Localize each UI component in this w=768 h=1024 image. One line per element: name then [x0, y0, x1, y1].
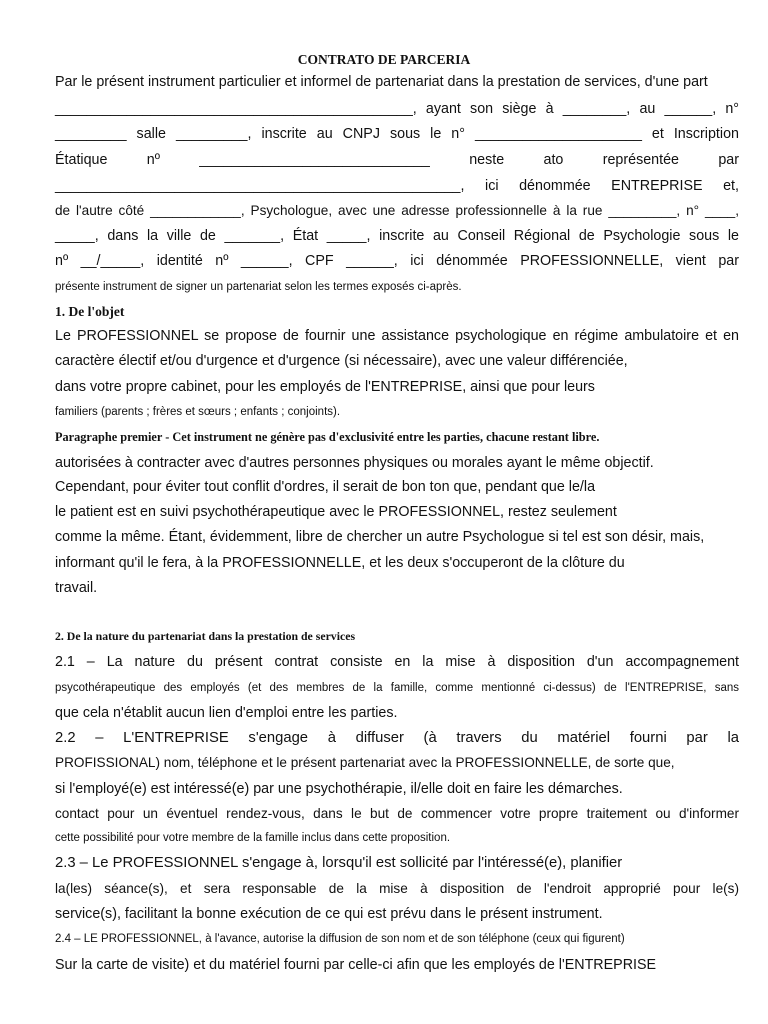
- text-line: _____, dans la ville de _______, État _____, inscrite au Conseil Régional de Psychologie sous le: [55, 228, 739, 244]
- text-line: 2.4 – LE PROFESSIONNEL, à l'avance, autorise la diffusion de son nom et de son téléphone (ceux qui figurent): [55, 933, 625, 945]
- text-line: 2.2 – L'ENTREPRISE s'engage à diffuser (à travers du matériel fourni par la: [55, 730, 739, 746]
- text-line: autorisées à contracter avec d'autres personnes physiques ou morales ayant le même objectif.: [55, 455, 654, 471]
- text-line: si l'employé(e) est intéressé(e) par une psychothérapie, il/elle doit en faire les démarches.: [55, 781, 623, 797]
- text-line: familiers (parents ; frères et sœurs ; enfants ; conjoints).: [55, 406, 341, 418]
- text-line: Par le présent instrument particulier et informel de partenariat dans la prestation de services, d'une part: [55, 74, 708, 90]
- text-line: que cela n'établit aucun lien d'emploi entre les parties.: [55, 705, 398, 721]
- text-line: Étatique nº _____________________________ neste ato représentée par: [55, 152, 739, 168]
- text-line: le patient est en suivi psychothérapeutique avec le PROFESSIONNEL, restez seulement: [55, 504, 617, 520]
- text-line: 2.3 – Le PROFESSIONNEL s'engage à, lorsqu'il est sollicité par l'intéressé(e), planifier: [55, 855, 623, 871]
- text-line: la(les) séance(s), et sera responsable de la mise à disposition de l'endroit approprié pour le(s): [55, 881, 739, 896]
- paragraph-heading: Paragraphe premier - Cet instrument ne génère pas d'exclusivité entre les parties, chacune restant libre.: [55, 430, 600, 444]
- text-line: PROFISSIONAL) nom, téléphone et le présent partenariat avec la PROFESSIONNELLE, de sorte que,: [55, 755, 675, 770]
- text-line: présente instrument de signer un partenariat selon les termes exposés ci-après.: [55, 281, 462, 293]
- text-line: service(s), facilitant la bonne exécution de ce qui est prévu dans le présent instrument.: [55, 906, 603, 922]
- text-line: nº __/_____, identité nº ______, CPF ______, ici dénommée PROFESSIONNELLE, vient par: [55, 253, 739, 269]
- text-line: _________ salle _________, inscrite au CNPJ sous le n° _____________________ et Inscription: [55, 126, 739, 142]
- section-heading: 2. De la nature du partenariat dans la prestation de services: [55, 629, 356, 643]
- text-line: cette possibilité pour votre membre de la famille inclus dans cette proposition.: [55, 832, 451, 844]
- section-heading: 1. De l'objet: [55, 304, 125, 319]
- text-line: comme la même. Étant, évidemment, libre de chercher un autre Psychologue si tel est son désir, mais,: [55, 529, 705, 545]
- document-title: CONTRATO DE PARCERIA: [297, 52, 471, 67]
- text-line: _____________________________________________, ayant son siège à ________, au ______, n°: [55, 101, 739, 117]
- text-line: informant qu'il le fera, à la PROFESSIONNELLE, et les deux s'occuperont de la clôture du: [55, 555, 625, 571]
- text-line: Cependant, pour éviter tout conflit d'ordres, il serait de bon ton que, pendant que le/la: [55, 479, 596, 495]
- text-line: contact pour un éventuel rendez-vous, dans le but de commencer votre propre traitement ou d'informer: [55, 806, 739, 821]
- text-line: psycothérapeutique des employés (et des membres de la famille, comme mentionné ci-dessus) de l'ENTREPRISE, sans: [55, 682, 739, 694]
- text-line: Sur la carte de visite) et du matériel fourni par celle-ci afin que les employés de l'ENTREPRISE: [55, 957, 657, 973]
- text-line: caractère électif et/ou d'urgence et d'urgence (si nécessaire), avec une valeur différenciée,: [55, 353, 628, 369]
- text-line: de l'autre côté ____________, Psychologue, avec une adresse professionnelle à la rue _________, n° ____,: [55, 203, 739, 218]
- text-line: dans votre propre cabinet, pour les employés de l'ENTREPRISE, ainsi que pour leurs: [55, 379, 595, 395]
- text-line: 2.1 – La nature du présent contrat consiste en la mise à disposition d'un accompagnement: [55, 654, 739, 670]
- text-line: Le PROFESSIONNEL se propose de fournir une assistance psychologique en régime ambulatoire et en: [55, 328, 739, 344]
- text-line: travail.: [55, 580, 98, 596]
- text-line: ___________________________________________________, ici dénommée ENTREPRISE et,: [55, 178, 739, 194]
